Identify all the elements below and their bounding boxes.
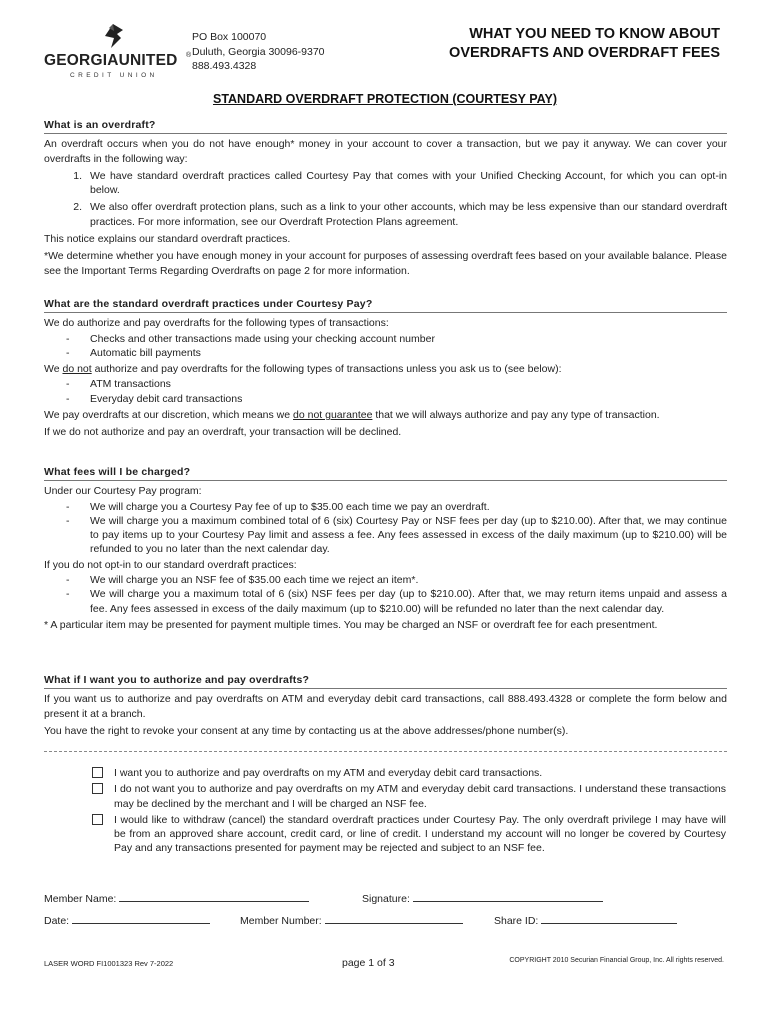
paragraph: You have the right to revoke your consent at any time by contacting us at the above addresses/phone number(s). — [44, 724, 569, 737]
share-id-label: Share ID: — [494, 915, 539, 927]
cut-line-divider — [44, 751, 727, 752]
credit-union-logo — [44, 22, 194, 84]
option-text: I would like to withdraw (cancel) the standard overdraft practices under Courtesy Pay. The only overdraft privilege I may have will be from an approved share account, credit card, or line of credit. I understand my account will no longer be covered by Courtesy Pay and any transactions presented for payment may be rejected and subject to an NSF fee. — [114, 813, 726, 855]
document-title-line: OVERDRAFTS AND OVERDRAFT FEES — [449, 45, 720, 61]
share-id-field — [494, 913, 677, 927]
member-name-field — [44, 891, 309, 905]
item-number: 1. — [73, 169, 82, 182]
option-decline — [92, 782, 726, 811]
list-item: - Automatic bill payments — [44, 346, 727, 360]
option-withdraw — [92, 813, 726, 856]
list-item-text: We will charge you a Courtesy Pay fee of up to $35.00 each time we pay an overdraft. — [90, 500, 490, 513]
signature-label: Signature: — [362, 893, 410, 905]
signature-field — [362, 891, 603, 905]
list-item: - Checks and other transactions made using your checking account number — [44, 332, 727, 346]
authorize-checkbox[interactable] — [92, 767, 103, 778]
section-heading: What if I want you to authorize and pay overdrafts? — [44, 673, 727, 689]
paragraph: If you do not opt-in to our standard overdraft practices: — [44, 558, 297, 571]
section-heading: What are the standard overdraft practices under Courtesy Pay? — [44, 297, 727, 313]
paragraph: This notice explains our standard overdraft practices. — [44, 233, 291, 246]
logo-wordmark: GEORGIAUNITED — [44, 52, 178, 69]
numbered-item — [44, 169, 727, 198]
option-authorize — [92, 766, 726, 780]
member-number-label: Member Number: — [240, 915, 322, 927]
list-item: - We will charge you an NSF fee of $35.00 each time we reject an item*. — [44, 573, 727, 587]
member-name-input[interactable] — [119, 891, 309, 902]
emphasis-do-not-guarantee: do not guarantee — [293, 409, 373, 422]
option-text: I want you to authorize and pay overdrafts on my ATM and everyday debit card transactions. — [114, 767, 543, 779]
list-item: - We will charge you a Courtesy Pay fee of up to $35.00 each time we pay an overdraft. — [44, 500, 727, 514]
paragraph: We do authorize and pay overdrafts for the following types of transactions: — [44, 317, 389, 330]
emphasis-do-not: do not — [62, 363, 92, 376]
share-id-input[interactable] — [541, 913, 677, 924]
decline-checkbox[interactable] — [92, 783, 103, 794]
item-text: We also offer overdraft protection plans, such as a link to your other accounts, which may be less expensive than our standard overdraft practices. For more information, see our Overdraft Protection Plans agreement. — [90, 201, 727, 228]
signature-input[interactable] — [413, 891, 603, 902]
section-fees — [44, 465, 727, 635]
section-heading: What is an overdraft? — [44, 118, 727, 134]
list-item-text: ATM transactions — [90, 378, 171, 391]
page-number: page 1 of 3 — [342, 957, 395, 969]
list-item: - We will charge you a maximum combined total of 6 (six) Courtesy Pay or NSF fees per day (up to $210.00). After that, we may continue to pay items up to your Courtesy Pay limit and assess a fee. Any fees assessed in excess of the daily maximum (up to $210.00) will be refunded to you no later than the next calendar day. — [66, 514, 727, 556]
paragraph: If we do not authorize and pay an overdraft, your transaction will be declined. — [44, 426, 402, 439]
list-item: - We will charge you a maximum total of 6 (six) NSF fees per day (up to $210.00). After that, we may return items unpaid and assess a fee. Any fees assessed in excess of the daily maximum (up to $210.00) will be refunded no later than the next calendar day. — [66, 588, 727, 615]
logo-registered-mark: ® — [186, 52, 192, 59]
paragraph: Under our Courtesy Pay program: — [44, 485, 202, 498]
section-title: STANDARD OVERDRAFT PROTECTION (COURTESY PAY) — [212, 92, 557, 106]
item-text: We have standard overdraft practices called Courtesy Pay that comes with your Unified Checking Account, for which you can opt-in below. — [90, 169, 727, 197]
footnote: * A particular item may be presented for payment multiple times. You may be charged an NSF or overdraft fee for each presentment. — [44, 618, 658, 631]
date-input[interactable] — [72, 913, 210, 924]
list-item-text: We will charge you a maximum combined total of 6 (six) Courtesy Pay or NSF fees per day (up to $210.00). After that, we may continue to pay items up to your Courtesy Pay limit and assess a fee. Any fees assessed in excess of the daily maximum (up to $210.00) will be refunded to you no later than the next calendar day. — [90, 514, 727, 556]
list-item-text: We will charge you an NSF fee of $35.00 each time we reject an item*. — [90, 574, 419, 587]
list-item: - Everyday debit card transactions — [44, 392, 727, 406]
paragraph: We do not authorize and pay overdrafts for the following types of transactions unless you ask us to (see below): — [44, 363, 562, 376]
address-line: PO Box 100070 — [192, 31, 267, 43]
member-number-input[interactable] — [325, 913, 463, 924]
member-name-label: Member Name: — [44, 893, 117, 905]
section-standard-practices — [44, 297, 727, 443]
section-authorize-overdrafts — [44, 673, 727, 741]
list-item-text: Checks and other transactions made using your checking account number — [90, 332, 435, 345]
footnote: *We determine whether you have enough money in your account for purposes of assessing overdraft fees based on your available balance. Please see the Important Terms Regarding Overdrafts on page 2 for more information. — [44, 250, 727, 277]
logo-mark-icon — [100, 22, 126, 50]
item-number: 2. — [73, 201, 82, 214]
address-line: Duluth, Georgia 30096-9370 — [192, 45, 325, 58]
copyright-notice: COPYRIGHT 2010 Securian Financial Group, Inc. All rights reserved. — [509, 957, 724, 964]
withdraw-checkbox[interactable] — [92, 814, 103, 825]
opt-in-options — [92, 766, 726, 858]
date-field — [44, 913, 210, 927]
section-heading: What fees will I be charged? — [44, 465, 727, 481]
document-title — [420, 25, 720, 63]
list-item-text: Everyday debit card transactions — [90, 392, 243, 405]
list-item-text: Automatic bill payments — [90, 346, 201, 359]
date-label: Date: — [44, 915, 70, 927]
section-what-is-overdraft — [44, 118, 727, 281]
paragraph: We pay overdrafts at our discretion, which means we do not guarantee that we will always authorize and pay any type of transaction. — [44, 409, 660, 422]
numbered-item — [44, 200, 727, 229]
form-code: LASER WORD FI1001323 Rev 7-2022 — [44, 959, 174, 968]
paragraph: If you want us to authorize and pay overdrafts on ATM and everyday debit card transactions, call 888.493.4328 or complete the form below and present it at a branch. — [44, 693, 727, 720]
mailing-address — [192, 30, 325, 74]
document-title-line: WHAT YOU NEED TO KNOW ABOUT — [469, 26, 720, 42]
list-item: - ATM transactions — [44, 377, 727, 391]
phone-number: 888.493.4328 — [192, 60, 257, 72]
paragraph: An overdraft occurs when you do not have enough* money in your account to cover a transaction, but we pay it anyway. We can cover your overdrafts in the following way: — [44, 138, 727, 165]
option-text: I do not want you to authorize and pay overdrafts on my ATM and everyday debit card transactions. I understand these transactions may be declined by the merchant and I will be charged an NSF fee. — [114, 783, 726, 810]
member-number-field — [240, 913, 463, 927]
logo-subtitle: CREDIT UNION — [70, 72, 158, 79]
list-item-text: We will charge you a maximum total of 6 (six) NSF fees per day (up to $210.00). After that, we may return items unpaid and assess a fee. Any fees assessed in excess of the daily maximum (up to $210.00) will be refunded no later than the next calendar day. — [90, 588, 727, 615]
